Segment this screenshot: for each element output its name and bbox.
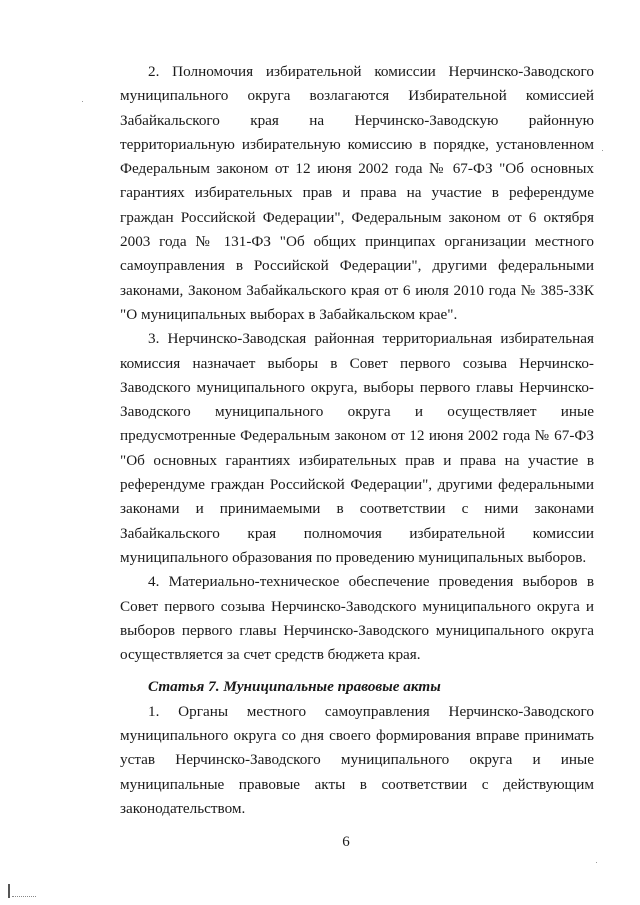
scan-speck — [602, 150, 603, 151]
scan-speck — [596, 862, 597, 863]
paragraph-3: 3. Нерчинско-Заводская районная территориальная избирательная комиссия назначает выборы в Совет первого созыва Нерчинско-Заводского муниципального округа, выборы первого главы Нерчинско-Заводского муниципального округа и осуществляет иные предусмотренные Федеральным законом от 12 июня 2002 года № 67-ФЗ "Об основных гарантиях избирательных прав и права на участие в референдуме граждан Российской Федерации", другими федеральными законами и принимаемыми в соответствии с ними законами Забайкальского края полномочия избирательной комиссии муниципального образования по проведению муниципальных выборов. — [120, 330, 594, 566]
scan-edge-dots — [12, 896, 36, 898]
paragraph-2: 2. Полномочия избирательной комиссии Нерчинско-Заводского муниципального округа возлагаются Избирательной комиссией Забайкальского края на Нерчинско-Заводскую районную территориальную избирательную комиссию в порядке, установленном Федеральным законом от 12 июня 2002 года № 67-ФЗ "Об основных гарантиях избирательных прав и права на участие в референдуме граждан Российской Федерации", Федеральным законом от 6 октября 2003 года № 131-ФЗ "Об общих принципах организации местного самоуправления в Российской Федерации", другими федеральными законами, Законом Забайкальского края от 6 июля 2010 года № 385-ЗЗК "О муниципальных выборах в Забайкальском крае". — [120, 63, 594, 323]
scan-speck — [82, 101, 83, 102]
paragraph-4: 4. Материально-техническое обеспечение проведения выборов в Совет первого созыва Нерчинско-Заводского муниципального округа и выборов первого главы Нерчинско-Заводского муниципального округа осуществляется за счет средств бюджета края. — [120, 573, 594, 664]
scan-edge-mark — [8, 884, 10, 898]
article-paragraph-1: 1. Органы местного самоуправления Нерчинско-Заводского муниципального округа со дня своего формирования вправе принимать устав Нерчинско-Заводского муниципального округа и иные муниципальные правовые акты в соответствии с действующим законодательством. — [120, 702, 594, 817]
page-number: 6 — [342, 834, 350, 850]
article-heading: Статья 7. Муниципальные правовые акты — [148, 678, 441, 696]
document-body — [120, 60, 594, 821]
